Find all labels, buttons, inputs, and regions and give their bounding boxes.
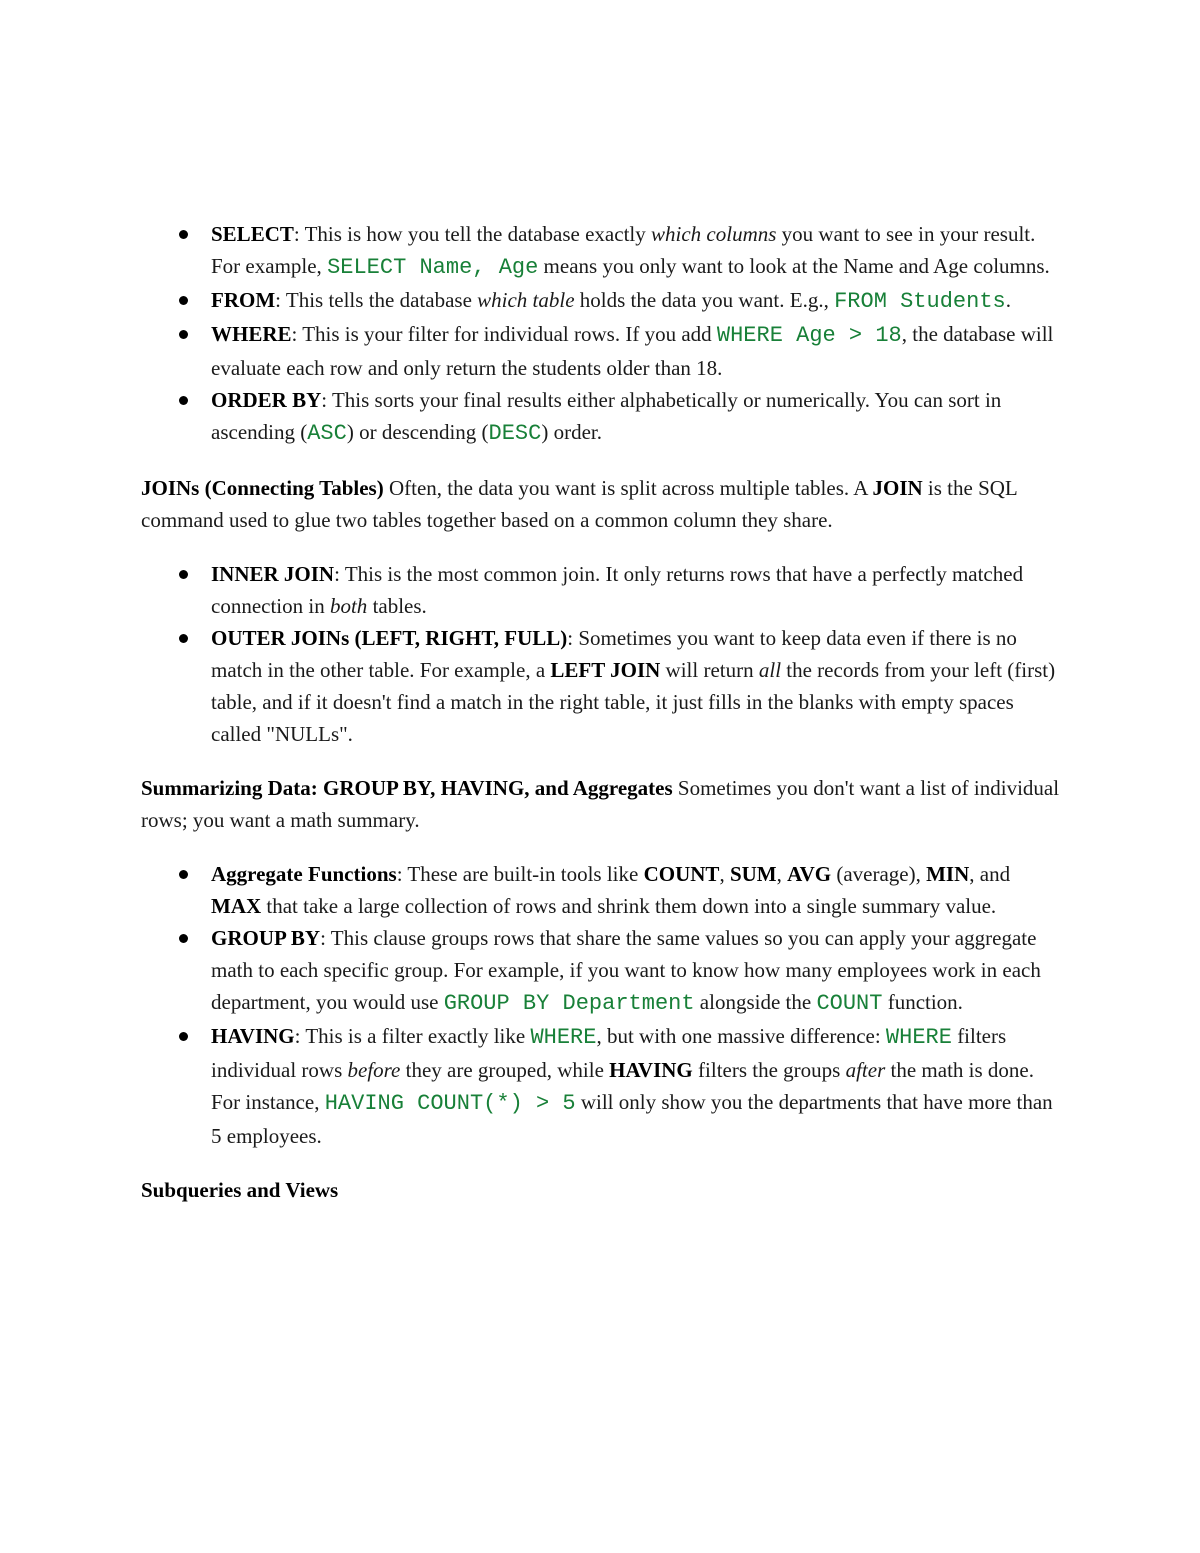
subqueries-heading: Subqueries and Views bbox=[141, 1178, 339, 1202]
term-group-by: GROUP BY bbox=[211, 926, 321, 950]
summarizing-paragraph: Summarizing Data: GROUP BY, HAVING, and Aggregates Sometimes you don't want a list of individual rows; you want a math summary. bbox=[141, 776, 1060, 832]
code-select: SELECT Name, Age bbox=[327, 255, 539, 280]
bullet-icon bbox=[179, 1032, 188, 1041]
bullet-icon bbox=[179, 230, 188, 239]
code-where-2: WHERE bbox=[885, 1025, 952, 1050]
list-item-select: SELECT: This is how you tell the database exactly which columns you want to see in your result. For example, SELECT Name, Age means you only want to look at the Name and Age columns. bbox=[141, 218, 1061, 284]
sql-clauses-list bbox=[141, 218, 1061, 450]
joins-paragraph: JOINs (Connecting Tables) Often, the data you want is split across multiple tables. A JOIN is the SQL command used to glue two tables together based on a common column they share. bbox=[141, 476, 1017, 532]
code-where: WHERE Age > 18 bbox=[716, 323, 902, 348]
code-desc: DESC bbox=[488, 421, 542, 446]
term-select: SELECT bbox=[211, 222, 294, 246]
list-item-inner-join: INNER JOIN: This is the most common join. It only returns rows that have a perfectly matched connection in both tables. bbox=[141, 558, 1061, 622]
summarizing-list bbox=[141, 858, 1061, 1152]
term-where: WHERE bbox=[211, 322, 292, 346]
list-item-having: HAVING: This is a filter exactly like WHERE, but with one massive difference: WHERE filters individual rows before they are grouped, while HAVING filters the groups after the math is done. For instance, HAVING COUNT(*) > 5 will only show you the departments that have more than 5 employees. bbox=[141, 1020, 1061, 1152]
bullet-icon bbox=[179, 330, 188, 339]
code-where-1: WHERE bbox=[530, 1025, 597, 1050]
code-from: FROM Students bbox=[834, 289, 1006, 314]
code-having-count: HAVING COUNT(*) > 5 bbox=[324, 1091, 576, 1116]
term-having: HAVING bbox=[211, 1024, 295, 1048]
list-item-order-by: ORDER BY: This sorts your final results either alphabetically or numerically. You can sort in ascending (ASC) or descending (DESC) order. bbox=[141, 384, 1061, 450]
code-asc: ASC bbox=[307, 421, 347, 446]
list-item-from: FROM: This tells the database which table holds the data you want. E.g., FROM Students. bbox=[141, 284, 1061, 318]
bullet-icon bbox=[179, 570, 188, 579]
joins-list bbox=[141, 558, 1061, 750]
term-outer-joins: OUTER JOINs (LEFT, RIGHT, FULL) bbox=[211, 626, 568, 650]
joins-heading: JOINs (Connecting Tables) bbox=[141, 476, 384, 500]
summarizing-heading: Summarizing Data: GROUP BY, HAVING, and Aggregates bbox=[141, 776, 673, 800]
code-count: COUNT bbox=[816, 991, 883, 1016]
list-item-where: WHERE: This is your filter for individual rows. If you add WHERE Age > 18, the database will evaluate each row and only return the students older than 18. bbox=[141, 318, 1061, 384]
list-item-group-by: GROUP BY: This clause groups rows that share the same values so you can apply your aggregate math to each specific group. For example, if you want to know how many employees work in each department, you would use GROUP BY Department alongside the COUNT function. bbox=[141, 922, 1061, 1020]
bullet-icon bbox=[179, 934, 188, 943]
document-page bbox=[141, 218, 1061, 1206]
bullet-icon bbox=[179, 296, 188, 305]
term-from: FROM bbox=[211, 288, 276, 312]
term-inner-join: INNER JOIN bbox=[211, 562, 335, 586]
bullet-icon bbox=[179, 870, 188, 879]
term-order-by: ORDER BY bbox=[211, 388, 322, 412]
bullet-icon bbox=[179, 634, 188, 643]
subqueries-paragraph bbox=[141, 1174, 1061, 1206]
term-aggregate-functions: Aggregate Functions bbox=[211, 862, 397, 886]
list-item-aggregate-functions: Aggregate Functions: These are built-in tools like COUNT, SUM, AVG (average), MIN, and MAX that take a large collection of rows and shrink them down into a single summary value. bbox=[141, 858, 1061, 922]
bullet-icon bbox=[179, 396, 188, 405]
list-item-outer-joins: OUTER JOINs (LEFT, RIGHT, FULL): Sometimes you want to keep data even if there is no match in the other table. For example, a LEFT JOIN will return all the records from your left (first) table, and if it doesn't find a match in the right table, it just fills in the blanks with empty spaces called "NULLs". bbox=[141, 622, 1061, 750]
code-group-by: GROUP BY Department bbox=[443, 991, 695, 1016]
